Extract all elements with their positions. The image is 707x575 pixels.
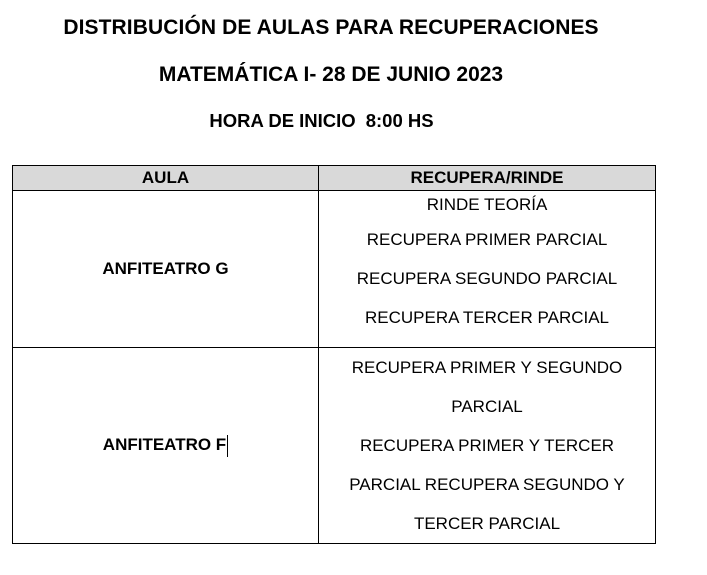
list-item: RECUPERA PRIMER Y SEGUNDO [351, 358, 623, 377]
aula-name: ANFITEATRO F [102, 434, 227, 454]
list-item: RECUPERA PRIMER PARCIAL [366, 230, 608, 249]
aula-cell[interactable] [13, 191, 319, 348]
table-row [13, 348, 656, 544]
list-item: RECUPERA TERCER PARCIAL [364, 308, 610, 327]
column-header-aula: AULA [13, 166, 319, 191]
list-item: PARCIAL [451, 397, 523, 416]
table-header-row [13, 166, 656, 191]
list-item: TERCER PARCIAL [413, 514, 561, 533]
document-subtitle: MATEMÁTICA I- 28 DE JUNIO 2023 [158, 63, 504, 86]
recupera-rinde-cell[interactable] [319, 191, 656, 348]
document-title: DISTRIBUCIÓN DE AULAS PARA RECUPERACIONES [63, 16, 599, 39]
column-header-recupera-rinde: RECUPERA/RINDE [319, 166, 656, 191]
start-time-value: 8:00 HS [365, 110, 434, 131]
aula-cell[interactable] [13, 348, 319, 544]
recupera-rinde-cell[interactable] [319, 348, 656, 544]
list-item: RINDE TEORÍA [426, 195, 548, 214]
text-cursor [227, 435, 228, 457]
start-time-label: HORA DE INICIO [209, 110, 356, 131]
aula-name: ANFITEATRO G [102, 259, 229, 278]
list-item: RECUPERA PRIMER Y TERCER [359, 436, 615, 455]
classroom-table [12, 165, 656, 544]
table-row [13, 191, 656, 348]
list-item: RECUPERA SEGUNDO PARCIAL [356, 269, 618, 288]
start-time-line [0, 110, 643, 132]
list-item: PARCIAL RECUPERA SEGUNDO Y [349, 475, 625, 494]
